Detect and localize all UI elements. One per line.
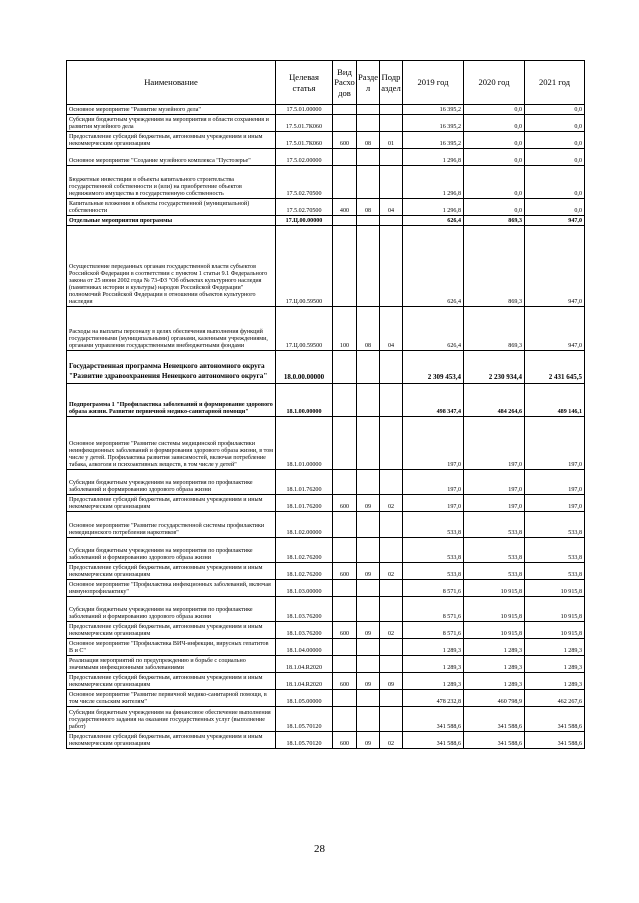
row-expense-type — [333, 105, 357, 115]
row-amount-2021: 10 915,8 — [525, 622, 585, 639]
row-name: Государственная программа Ненецкого автономного округа "Развитие здравоохранения Ненецкого автономного округа" — [67, 351, 276, 384]
row-amount-2019: 1 296,8 — [403, 166, 464, 199]
row-amount-2021: 462 267,6 — [525, 690, 585, 707]
row-section — [357, 115, 380, 132]
row-amount-2019: 8 571,6 — [403, 597, 464, 622]
row-name: Осуществление переданных органам государственной власти субъектов Российской Федерации в соответствии с пунктом 1 статьи 9.1 Федерального закона от 25 июня 2002 года № 73-ФЗ "Об объектах культурного наследия (памятниках истории и культуры) народов Российской Федерации" полномочий Российской Федерации в отношении объектов культурного наследия — [67, 226, 276, 307]
table-row — [67, 351, 585, 384]
row-amount-2019: 1 289,3 — [403, 639, 464, 656]
row-expense-type — [333, 580, 357, 597]
row-section — [357, 216, 380, 226]
row-target-article: 17.5.01.7К060 — [276, 115, 333, 132]
header-subsection: Подр аздел — [380, 61, 403, 105]
row-subsection — [380, 166, 403, 199]
row-section — [357, 384, 380, 417]
row-amount-2020: 197,0 — [464, 470, 525, 495]
row-subsection — [380, 149, 403, 166]
table-row — [67, 580, 585, 597]
row-subsection: 01 — [380, 132, 403, 149]
row-target-article: 17.Ц.00.59500 — [276, 226, 333, 307]
row-subsection — [380, 538, 403, 563]
row-name: Предоставление субсидий бюджетным, автономным учреждениям и иным некоммерческим организациям — [67, 495, 276, 512]
row-amount-2019: 626,4 — [403, 307, 464, 351]
row-expense-type — [333, 597, 357, 622]
row-expense-type — [333, 656, 357, 673]
row-section — [357, 417, 380, 470]
row-amount-2019: 1 296,8 — [403, 199, 464, 216]
row-expense-type — [333, 149, 357, 166]
row-section — [357, 597, 380, 622]
row-subsection: 02 — [380, 495, 403, 512]
table-row — [67, 673, 585, 690]
row-name: Субсидии бюджетным учреждениям на мероприятия по профилактике заболеваний и формированию здорового образа жизни — [67, 597, 276, 622]
row-subsection: 02 — [380, 732, 403, 749]
table-body — [67, 105, 585, 749]
row-subsection — [380, 690, 403, 707]
row-amount-2021: 10 915,8 — [525, 597, 585, 622]
row-amount-2020: 533,8 — [464, 512, 525, 538]
row-amount-2019: 1 296,8 — [403, 149, 464, 166]
row-expense-type — [333, 639, 357, 656]
row-amount-2021: 533,8 — [525, 538, 585, 563]
row-amount-2019: 16 395,2 — [403, 115, 464, 132]
row-expense-type: 600 — [333, 673, 357, 690]
row-subsection — [380, 707, 403, 732]
table-row — [67, 132, 585, 149]
table-row — [67, 512, 585, 538]
table-row — [67, 166, 585, 199]
header-name: Наименование — [67, 61, 276, 105]
row-amount-2019: 8 571,6 — [403, 580, 464, 597]
row-amount-2020: 341 588,6 — [464, 732, 525, 749]
row-section — [357, 656, 380, 673]
row-target-article: 18.1.04.R2020 — [276, 656, 333, 673]
row-expense-type — [333, 216, 357, 226]
row-subsection — [380, 115, 403, 132]
table-row — [67, 105, 585, 115]
row-amount-2021: 0,0 — [525, 105, 585, 115]
row-subsection — [380, 105, 403, 115]
row-amount-2019: 533,8 — [403, 538, 464, 563]
table-header-row — [67, 61, 585, 105]
row-target-article: 17.5.02.70500 — [276, 199, 333, 216]
row-section: 09 — [357, 563, 380, 580]
row-section — [357, 580, 380, 597]
row-amount-2021: 197,0 — [525, 417, 585, 470]
row-name: Субсидии бюджетным учреждениям на мероприятия по профилактике заболеваний и формированию здорового образа жизни — [67, 538, 276, 563]
row-expense-type: 100 — [333, 307, 357, 351]
row-section — [357, 538, 380, 563]
row-amount-2021: 533,8 — [525, 563, 585, 580]
row-expense-type: 400 — [333, 199, 357, 216]
row-amount-2019: 533,8 — [403, 563, 464, 580]
row-amount-2020: 0,0 — [464, 115, 525, 132]
row-amount-2020: 2 230 934,4 — [464, 351, 525, 384]
row-name: Бюджетные инвестиции в объекты капитального строительства государственной собственности и (или) на приобретение объектов недвижимого имущества в государственную собственность — [67, 166, 276, 199]
row-expense-type: 600 — [333, 732, 357, 749]
row-target-article: 18.1.00.00000 — [276, 384, 333, 417]
row-name: Основное мероприятие "Создание музейного комплекса "Пустозерье" — [67, 149, 276, 166]
row-name: Основное мероприятие "Профилактика ВИЧ-инфекции, вирусных гепатитов В и С" — [67, 639, 276, 656]
table-row — [67, 115, 585, 132]
row-amount-2020: 197,0 — [464, 495, 525, 512]
row-amount-2020: 10 915,8 — [464, 597, 525, 622]
row-section — [357, 707, 380, 732]
row-target-article: 18.1.01.76200 — [276, 495, 333, 512]
row-section — [357, 226, 380, 307]
table-row — [67, 216, 585, 226]
row-name: Предоставление субсидий бюджетным, автономным учреждениям и иным некоммерческим организациям — [67, 132, 276, 149]
row-subsection: 02 — [380, 622, 403, 639]
row-amount-2021: 0,0 — [525, 149, 585, 166]
row-amount-2019: 2 309 453,4 — [403, 351, 464, 384]
row-target-article: 17.5.02.00000 — [276, 149, 333, 166]
row-amount-2020: 0,0 — [464, 166, 525, 199]
row-subsection: 09 — [380, 673, 403, 690]
row-amount-2019: 498 347,4 — [403, 384, 464, 417]
row-target-article: 18.1.05.70120 — [276, 707, 333, 732]
row-target-article: 18.1.05.70120 — [276, 732, 333, 749]
table-row — [67, 307, 585, 351]
table-row — [67, 538, 585, 563]
row-amount-2020: 10 915,8 — [464, 580, 525, 597]
row-subsection: 04 — [380, 307, 403, 351]
row-target-article: 18.1.03.76200 — [276, 597, 333, 622]
row-expense-type — [333, 115, 357, 132]
row-amount-2021: 947,0 — [525, 307, 585, 351]
row-amount-2019: 626,4 — [403, 216, 464, 226]
row-amount-2020: 1 289,3 — [464, 639, 525, 656]
row-amount-2021: 1 289,3 — [525, 673, 585, 690]
table-row — [67, 707, 585, 732]
row-amount-2021: 533,8 — [525, 512, 585, 538]
row-section — [357, 470, 380, 495]
row-amount-2021: 1 289,3 — [525, 639, 585, 656]
row-subsection — [380, 580, 403, 597]
row-amount-2019: 197,0 — [403, 470, 464, 495]
row-name: Расходы на выплаты персоналу в целях обеспечения выполнения функций государственными (муниципальными) органами, казенными учреждениями, органами управления государственными внебюджетными фондами — [67, 307, 276, 351]
row-amount-2021: 947,0 — [525, 226, 585, 307]
row-expense-type — [333, 470, 357, 495]
row-amount-2021: 341 588,6 — [525, 732, 585, 749]
row-target-article: 18.1.02.00000 — [276, 512, 333, 538]
row-subsection — [380, 216, 403, 226]
header-year-2019: 2019 год — [403, 61, 464, 105]
row-section — [357, 166, 380, 199]
row-section: 09 — [357, 495, 380, 512]
row-expense-type — [333, 166, 357, 199]
row-amount-2019: 341 588,6 — [403, 707, 464, 732]
table-row — [67, 495, 585, 512]
header-year-2021: 2021 год — [525, 61, 585, 105]
row-expense-type: 600 — [333, 132, 357, 149]
row-subsection — [380, 512, 403, 538]
table-row — [67, 199, 585, 216]
row-target-article: 17.Ц.00.59500 — [276, 307, 333, 351]
row-section — [357, 639, 380, 656]
row-target-article: 18.1.04.00000 — [276, 639, 333, 656]
row-amount-2021: 197,0 — [525, 495, 585, 512]
table-row — [67, 417, 585, 470]
row-name: Предоставление субсидий бюджетным, автономным учреждениям и иным некоммерческим организациям — [67, 673, 276, 690]
row-name: Субсидии бюджетным учреждениям на мероприятия по профилактике заболеваний и формированию здорового образа жизни — [67, 470, 276, 495]
row-target-article: 18.1.04.R2020 — [276, 673, 333, 690]
row-target-article: 17.5.01.7К060 — [276, 132, 333, 149]
row-amount-2019: 478 232,8 — [403, 690, 464, 707]
table-row — [67, 656, 585, 673]
row-amount-2020: 1 289,3 — [464, 673, 525, 690]
row-expense-type — [333, 707, 357, 732]
row-amount-2021: 947,0 — [525, 216, 585, 226]
row-amount-2019: 1 289,3 — [403, 656, 464, 673]
row-name: Основное мероприятие "Развитие музейного дела" — [67, 105, 276, 115]
row-target-article: 18.1.03.00000 — [276, 580, 333, 597]
row-expense-type — [333, 384, 357, 417]
row-target-article: 18.1.01.76200 — [276, 470, 333, 495]
row-name: Предоставление субсидий бюджетным, автономным учреждениям и иным некоммерческим организациям — [67, 622, 276, 639]
header-section: Разде л — [357, 61, 380, 105]
table-row — [67, 639, 585, 656]
row-amount-2019: 626,4 — [403, 226, 464, 307]
row-amount-2021: 197,0 — [525, 470, 585, 495]
row-amount-2019: 533,8 — [403, 512, 464, 538]
row-section: 08 — [357, 199, 380, 216]
row-amount-2021: 0,0 — [525, 115, 585, 132]
row-name: Реализация мероприятий по предупреждению и борьбе с социально значимыми инфекционными заболеваниями — [67, 656, 276, 673]
budget-table — [66, 60, 585, 749]
row-target-article: 18.1.02.76200 — [276, 563, 333, 580]
row-amount-2020: 341 588,6 — [464, 707, 525, 732]
row-section — [357, 512, 380, 538]
row-section: 08 — [357, 132, 380, 149]
row-expense-type — [333, 690, 357, 707]
row-expense-type — [333, 351, 357, 384]
row-name: Капитальные вложения в объекты государственной (муниципальной) собственности — [67, 199, 276, 216]
row-expense-type — [333, 512, 357, 538]
row-section: 09 — [357, 622, 380, 639]
row-expense-type — [333, 226, 357, 307]
table-row — [67, 384, 585, 417]
row-name: Отдельные мероприятия программы — [67, 216, 276, 226]
table-row — [67, 149, 585, 166]
row-target-article: 18.1.03.76200 — [276, 622, 333, 639]
row-name: Основное мероприятие "Профилактика инфекционных заболеваний, включая иммунопрофилактику" — [67, 580, 276, 597]
row-amount-2021: 489 146,1 — [525, 384, 585, 417]
row-amount-2021: 0,0 — [525, 199, 585, 216]
row-target-article: 18.0.00.00000 — [276, 351, 333, 384]
row-name: Субсидии бюджетным учреждениям на мероприятия в области сохранения и развития музейного дела — [67, 115, 276, 132]
row-amount-2019: 197,0 — [403, 495, 464, 512]
table-row — [67, 622, 585, 639]
row-amount-2020: 869,3 — [464, 216, 525, 226]
header-target-article: Целевая статья — [276, 61, 333, 105]
row-subsection — [380, 470, 403, 495]
row-expense-type: 600 — [333, 622, 357, 639]
row-amount-2020: 484 264,6 — [464, 384, 525, 417]
row-amount-2020: 533,8 — [464, 538, 525, 563]
row-amount-2021: 341 588,6 — [525, 707, 585, 732]
table-row — [67, 563, 585, 580]
row-subsection — [380, 384, 403, 417]
row-amount-2021: 10 915,8 — [525, 580, 585, 597]
table-row — [67, 690, 585, 707]
row-subsection: 04 — [380, 199, 403, 216]
row-target-article: 17.Ц.00.00000 — [276, 216, 333, 226]
row-target-article: 18.1.02.76200 — [276, 538, 333, 563]
row-expense-type — [333, 417, 357, 470]
row-name: Основное мероприятие "Развитие первичной медико-санитарной помощи, в том числе сельским жителям" — [67, 690, 276, 707]
row-amount-2020: 460 798,9 — [464, 690, 525, 707]
row-subsection: 02 — [380, 563, 403, 580]
row-amount-2020: 197,0 — [464, 417, 525, 470]
table-row — [67, 226, 585, 307]
row-section — [357, 149, 380, 166]
row-target-article: 18.1.05.00000 — [276, 690, 333, 707]
row-section — [357, 690, 380, 707]
row-amount-2020: 869,3 — [464, 307, 525, 351]
row-target-article: 18.1.01.00000 — [276, 417, 333, 470]
row-section — [357, 105, 380, 115]
row-name: Предоставление субсидий бюджетным, автономным учреждениям и иным некоммерческим организациям — [67, 732, 276, 749]
row-amount-2019: 341 588,6 — [403, 732, 464, 749]
page-number: 28 — [314, 843, 325, 855]
row-amount-2019: 197,0 — [403, 417, 464, 470]
row-subsection — [380, 226, 403, 307]
row-subsection — [380, 417, 403, 470]
row-amount-2020: 0,0 — [464, 105, 525, 115]
row-subsection — [380, 351, 403, 384]
row-subsection — [380, 597, 403, 622]
row-section: 08 — [357, 307, 380, 351]
row-amount-2021: 2 431 645,5 — [525, 351, 585, 384]
row-section: 09 — [357, 732, 380, 749]
table-row — [67, 470, 585, 495]
row-target-article: 17.5.02.70500 — [276, 166, 333, 199]
row-amount-2019: 1 289,3 — [403, 673, 464, 690]
row-amount-2020: 10 915,8 — [464, 622, 525, 639]
row-subsection — [380, 639, 403, 656]
row-expense-type — [333, 538, 357, 563]
header-expense-type: Вид Расхо дов — [333, 61, 357, 105]
row-section: 09 — [357, 673, 380, 690]
row-expense-type: 600 — [333, 495, 357, 512]
row-name: Предоставление субсидий бюджетным, автономным учреждениям и иным некоммерческим организациям — [67, 563, 276, 580]
row-name: Субсидии бюджетным учреждениям на финансовое обеспечение выполнения государственного задания на оказание государственных услуг (выполнение работ) — [67, 707, 276, 732]
row-name: Основное мероприятие "Развитие системы медицинской профилактики неинфекционных заболеваний и формирования здорового образа жизни, в том числе у детей. Профилактика развития зависимостей, включая потребление табака, алкоголя и психоактивных веществ, в том числе у детей" — [67, 417, 276, 470]
row-expense-type: 600 — [333, 563, 357, 580]
row-subsection — [380, 656, 403, 673]
table-row — [67, 732, 585, 749]
table-row — [67, 597, 585, 622]
row-amount-2021: 1 289,3 — [525, 656, 585, 673]
row-amount-2021: 0,0 — [525, 132, 585, 149]
row-amount-2020: 869,3 — [464, 226, 525, 307]
row-target-article: 17.5.01.00000 — [276, 105, 333, 115]
row-amount-2019: 16 395,2 — [403, 132, 464, 149]
row-amount-2019: 16 395,2 — [403, 105, 464, 115]
row-amount-2019: 8 571,6 — [403, 622, 464, 639]
row-amount-2020: 0,0 — [464, 132, 525, 149]
row-amount-2020: 0,0 — [464, 149, 525, 166]
row-name: Подпрограмма 1 "Профилактика заболеваний и формирование здорового образа жизни. Развитие первичной медико-санитарной помощи" — [67, 384, 276, 417]
row-amount-2020: 0,0 — [464, 199, 525, 216]
row-amount-2020: 1 289,3 — [464, 656, 525, 673]
row-section — [357, 351, 380, 384]
row-amount-2021: 0,0 — [525, 166, 585, 199]
row-name: Основное мероприятие "Развитие государственной системы профилактики немедицинского потребления наркотиков" — [67, 512, 276, 538]
row-amount-2020: 533,8 — [464, 563, 525, 580]
header-year-2020: 2020 год — [464, 61, 525, 105]
